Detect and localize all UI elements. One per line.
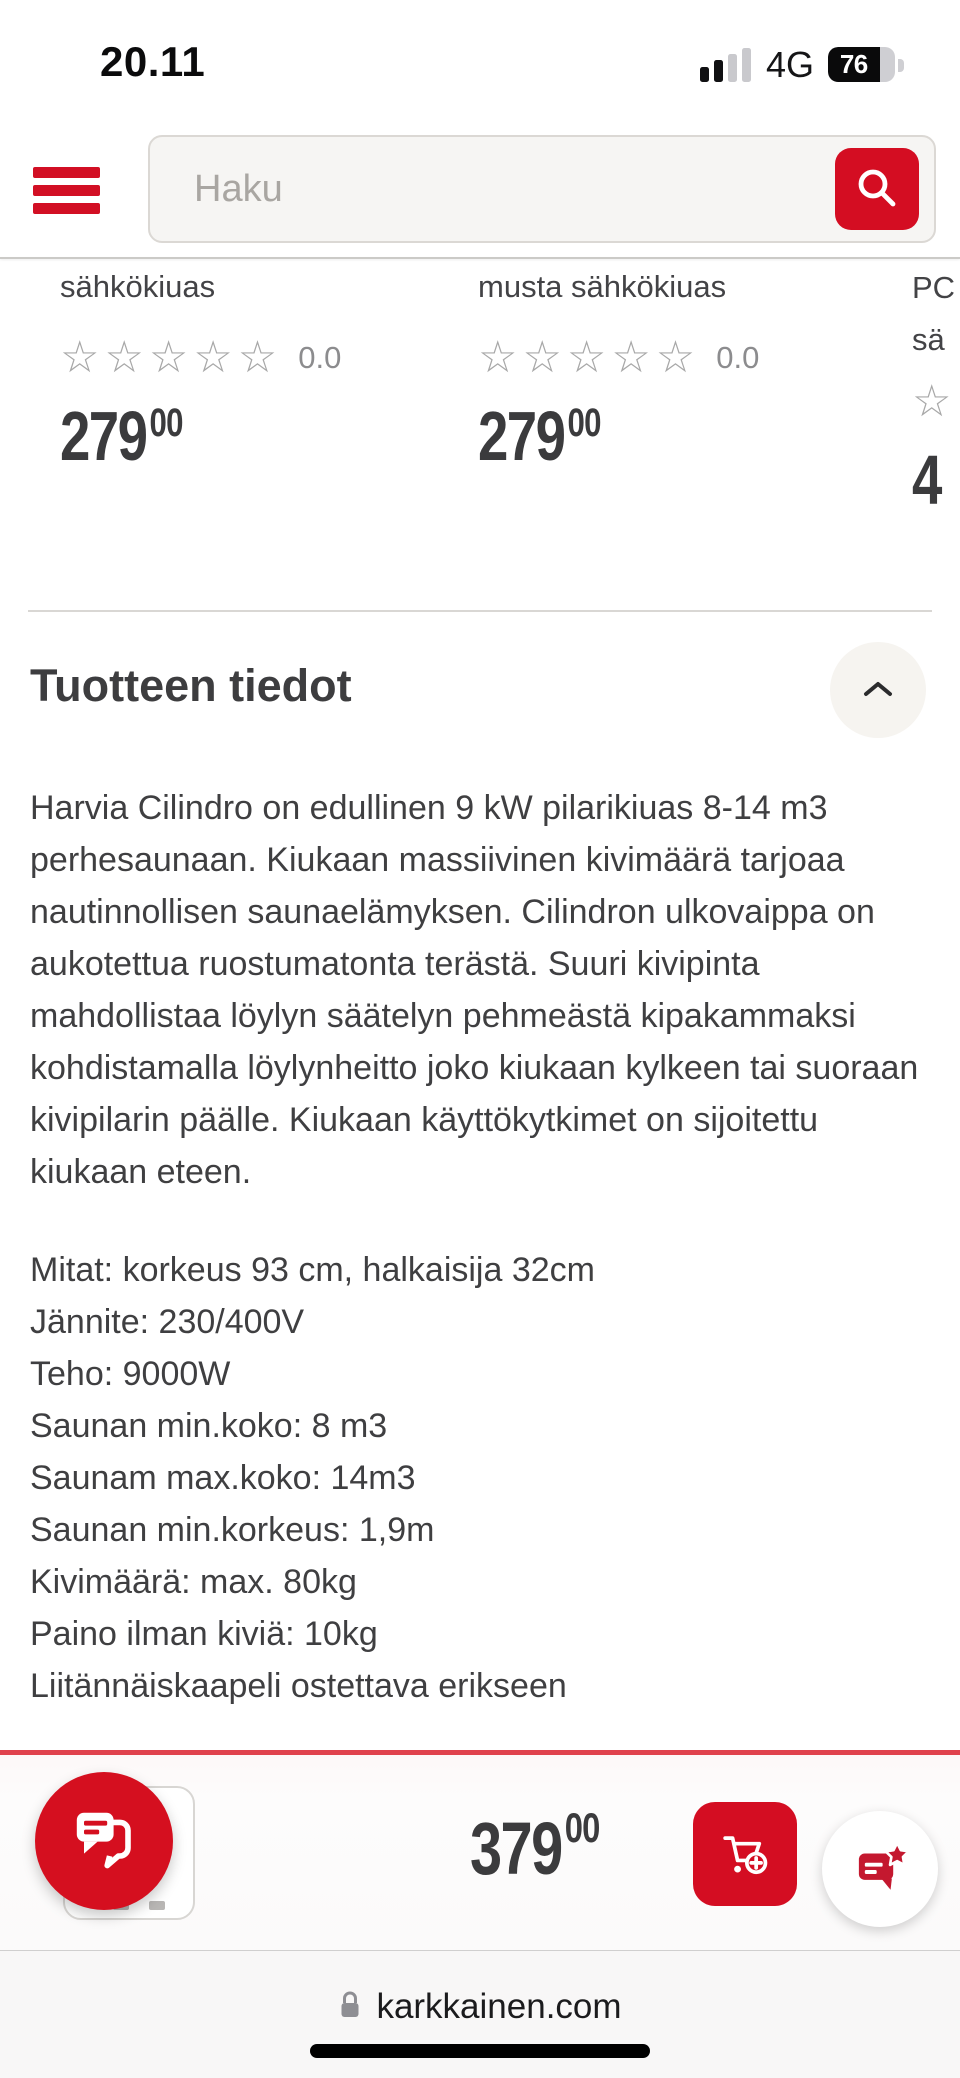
status-time: 20.11 — [100, 38, 206, 85]
collapse-section-button[interactable] — [830, 642, 926, 738]
product-card[interactable] — [478, 262, 898, 476]
header-divider — [0, 257, 960, 259]
star-rating-icons: ☆☆☆☆☆ — [478, 332, 701, 383]
hamburger-menu-button[interactable] — [33, 167, 100, 214]
product-price: 4 — [912, 441, 941, 519]
spec-line: Liitännäiskaapeli ostettava erikseen — [30, 1667, 567, 1705]
battery-nub-icon — [898, 59, 904, 72]
section-divider — [28, 610, 932, 612]
product-title: PC sä — [912, 270, 956, 357]
product-card[interactable] — [60, 262, 480, 476]
cart-plus-icon — [714, 1822, 776, 1887]
spec-line: Kivimäärä: max. 80kg — [30, 1563, 357, 1601]
rating-value: 0.0 — [716, 340, 760, 375]
spec-line: Jännite: 230/400V — [30, 1303, 305, 1341]
add-to-cart-button[interactable] — [693, 1802, 797, 1906]
search-input[interactable] — [148, 135, 936, 243]
battery-icon — [828, 47, 895, 82]
search-button[interactable] — [835, 148, 919, 230]
chat-widget-button[interactable] — [35, 1772, 173, 1910]
product-price: $279^{00}$ — [60, 397, 183, 475]
rating-value: 0.0 — [298, 340, 342, 375]
browser-bottom-bar — [0, 1950, 960, 2078]
product-title: musta sähkökiuas — [478, 269, 727, 304]
product-card[interactable] — [912, 262, 960, 520]
search-bar — [148, 135, 936, 243]
feedback-widget-button[interactable] — [822, 1811, 938, 1927]
network-type-label: 4G — [766, 44, 815, 85]
buy-bar-accent-line — [0, 1750, 960, 1755]
address-bar[interactable] — [0, 1987, 960, 2027]
spec-line: Saunan min.koko: 8 m3 — [30, 1407, 388, 1445]
product-description: Harvia Cilindro on edullinen 9 kW pilarikiuas 8-14 m3 perhesaunaan. Kiukaan massiivinen kivimäärä tarjoaa nautinnollisen saunaelämyksen. Cilindron ulkovaippa on aukotettua ruostumatonta terästä. Suuri kivipinta mahdollistaa löylyn säätelyn pehmeästä kipakammaksi kohdistamalla löylynheitto joko kiukaan kylkeen tai suoraan kivipilarin päälle. Kiukaan käyttökytkimet on sijoitettu kiukaan eteen. — [30, 789, 919, 1191]
spec-line: Saunam max.koko: 14m3 — [30, 1459, 416, 1497]
spec-line: Paino ilman kiviä: 10kg — [30, 1615, 378, 1653]
url-text: karkkainen.com — [376, 1987, 622, 2026]
chat-bubbles-icon — [64, 1800, 144, 1883]
product-title: sähkökiuas — [60, 269, 216, 304]
star-rating-icons: ☆☆☆☆☆ — [60, 332, 283, 383]
star-rating-icons: ☆ — [912, 376, 957, 427]
home-indicator[interactable] — [310, 2044, 650, 2058]
spec-line: Mitat: korkeus 93 cm, halkaisija 32cm — [30, 1251, 595, 1289]
search-icon — [853, 164, 901, 215]
spec-line: Saunan min.korkeus: 1,9m — [30, 1511, 435, 1549]
section-title: Tuotteen tiedot — [30, 660, 352, 711]
spec-line: Teho: 9000W — [30, 1355, 231, 1393]
lock-icon — [338, 1990, 362, 2025]
review-bubble-star-icon — [847, 1835, 913, 1904]
product-price: $279^{00}$ — [478, 397, 601, 475]
signal-strength-icon — [700, 48, 752, 82]
buy-bar-price: $379^{00}$ — [470, 1803, 600, 1890]
battery-percent-label: 76 — [839, 49, 868, 79]
product-specs-list — [30, 1244, 936, 1712]
chevron-up-icon — [861, 679, 895, 702]
